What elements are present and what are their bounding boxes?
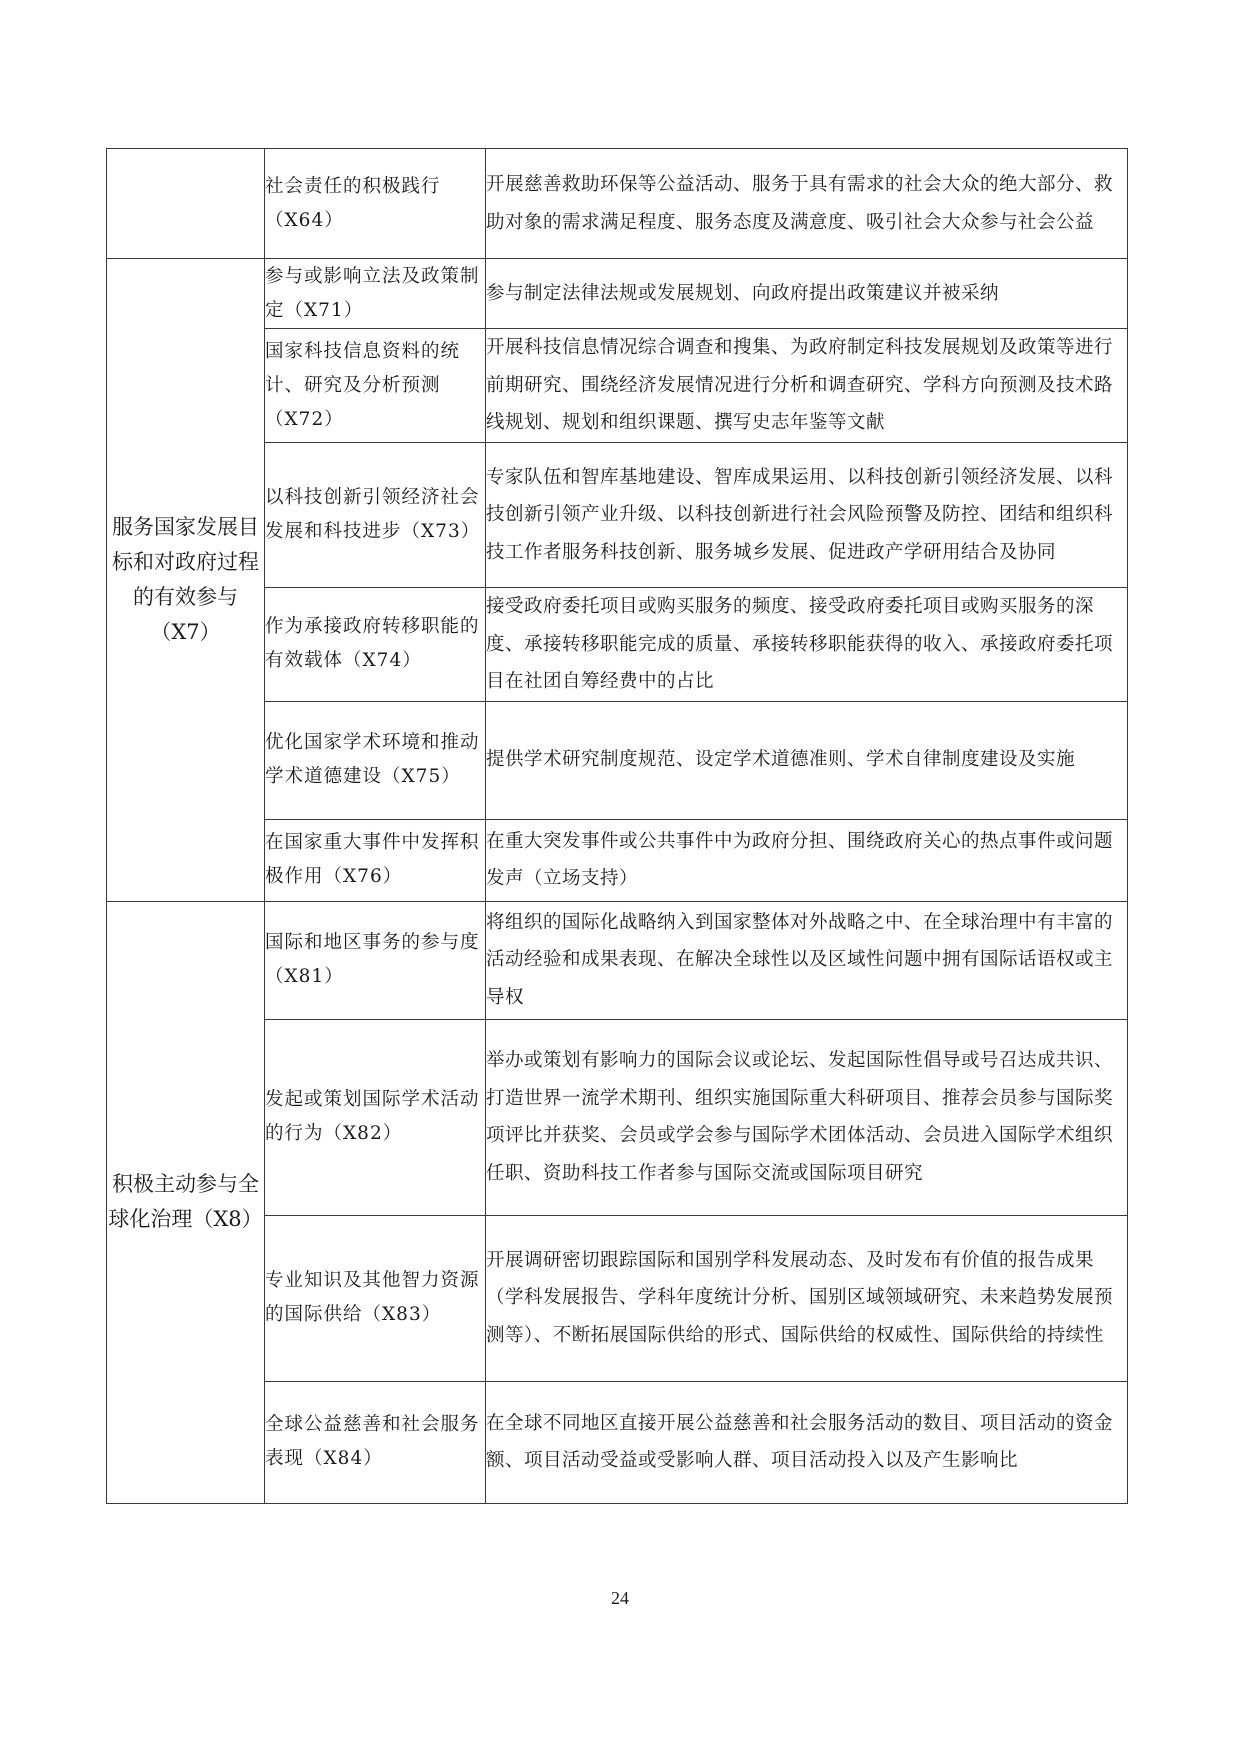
- table-row: [107, 259, 1128, 329]
- indicator-cell: 在国家重大事件中发挥积极作用（X76）: [265, 819, 486, 901]
- indicator-cell: 国际和地区事务的参与度（X81）: [265, 901, 486, 1019]
- table-row: [107, 901, 1128, 1019]
- description-cell: 接受政府委托项目或购买服务的频度、接受政府委托项目或购买服务的深度、承接转移职能完成的质量、承接转移职能获得的收入、承接政府委托项目在社团自筹经费中的占比: [486, 588, 1128, 702]
- description-cell: 开展慈善救助环保等公益活动、服务于具有需求的社会大众的绝大部分、救助对象的需求满足程度、服务态度及满意度、吸引社会大众参与社会公益: [486, 149, 1128, 259]
- indicator-cell: 国家科技信息资料的统计、研究及分析预测（X72）: [265, 329, 486, 443]
- page-number: 24: [611, 1588, 629, 1608]
- description-cell: 提供学术研究制度规范、设定学术道德准则、学术自律制度建设及实施: [486, 701, 1128, 819]
- indicator-cell: 参与或影响立法及政策制定（X71）: [265, 259, 486, 329]
- indicator-cell: 专业知识及其他智力资源的国际供给（X83）: [265, 1215, 486, 1381]
- indicator-cell: 社会责任的积极践行（X64）: [265, 149, 486, 259]
- indicator-cell: 优化国家学术环境和推动学术道德建设（X75）: [265, 701, 486, 819]
- indicator-cell: 以科技创新引领经济社会发展和科技进步（X73）: [265, 443, 486, 588]
- indicator-cell: 全球公益慈善和社会服务表现（X84）: [265, 1381, 486, 1503]
- description-cell: 在全球不同地区直接开展公益慈善和社会服务活动的数目、项目活动的资金额、项目活动受益或受影响人群、项目活动投入以及产生影响比: [486, 1381, 1128, 1503]
- description-cell: 参与制定法律法规或发展规划、向政府提出政策建议并被采纳: [486, 259, 1128, 329]
- indicator-cell: 作为承接政府转移职能的有效载体（X74）: [265, 588, 486, 702]
- category-cell: [107, 149, 265, 259]
- category-cell: 积极主动参与全球化治理（X8）: [107, 901, 265, 1503]
- description-cell: 将组织的国际化战略纳入到国家整体对外战略之中、在全球治理中有丰富的活动经验和成果表现、在解决全球性以及区域性问题中拥有国际话语权或主导权: [486, 901, 1128, 1019]
- category-cell: 服务国家发展目标和对政府过程的有效参与（X7）: [107, 259, 265, 902]
- description-cell: 专家队伍和智库基地建设、智库成果运用、以科技创新引领经济发展、以科技创新引领产业升级、以科技创新进行社会风险预警及防控、团结和组织科技工作者服务科技创新、服务城乡发展、促进政产学研用结合及协同: [486, 443, 1128, 588]
- description-cell: 在重大突发事件或公共事件中为政府分担、围绕政府关心的热点事件或问题发声（立场支持）: [486, 819, 1128, 901]
- evaluation-indicator-table: [106, 148, 1128, 1504]
- description-cell: 开展科技信息情况综合调查和搜集、为政府制定科技发展规划及政策等进行前期研究、围绕经济发展情况进行分析和调查研究、学科方向预测及技术路线规划、规划和组织课题、撰写史志年鉴等文献: [486, 329, 1128, 443]
- indicator-cell: 发起或策划国际学术活动的行为（X82）: [265, 1019, 486, 1215]
- description-cell: 开展调研密切跟踪国际和国别学科发展动态、及时发布有价值的报告成果（学科发展报告、学科年度统计分析、国别区域领域研究、未来趋势发展预测等）、不断拓展国际供给的形式、国际供给的权威性、国际供给的持续性: [486, 1215, 1128, 1381]
- table-row: [107, 149, 1128, 259]
- description-cell: 举办或策划有影响力的国际会议或论坛、发起国际性倡导或号召达成共识、打造世界一流学术期刊、组织实施国际重大科研项目、推荐会员参与国际奖项评比并获奖、会员或学会参与国际学术团体活动、会员进入国际学术组织任职、资助科技工作者参与国际交流或国际项目研究: [486, 1019, 1128, 1215]
